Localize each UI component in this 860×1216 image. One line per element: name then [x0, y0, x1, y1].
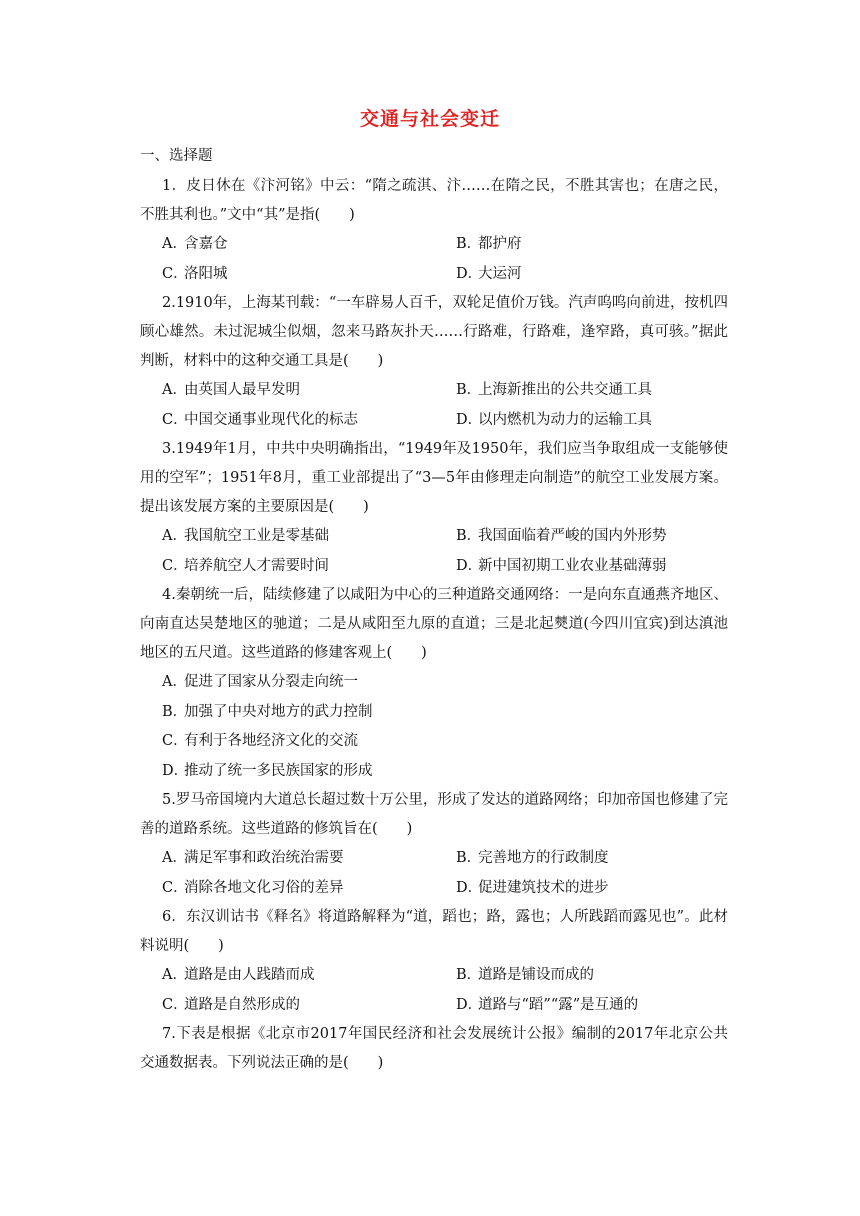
option-text: 由英国人最早发明 [184, 382, 300, 398]
answer-option [434, 376, 728, 406]
question-stem: 3.1949年1月，中共中央明确指出，“1949年及1950年，我们应当争取组成一支能够使用的空军”；1951年8月，重工业部提出了“3—5年由修理走向制造”的航空工业发展方案。提出该发展方案的主要原因是( ) [140, 441, 728, 515]
option-text: 推动了统一多民族国家的形成 [184, 762, 373, 779]
option-letter: B． [456, 382, 482, 398]
option-text: 大运河 [478, 265, 522, 282]
option-text: 完善地方的行政制度 [478, 850, 609, 866]
question-stem: 6．东汉训诂书《释名》将道路解释为“道，蹈也；路，露也；人所践蹈而露见也”。此材料说明( ) [140, 909, 728, 954]
question-4 [140, 581, 728, 786]
option-text: 以内燃机为动力的运输工具 [478, 411, 652, 428]
question-stem: 4.秦朝统一后，陆续修建了以咸阳为中心的三种道路交通网络：一是向东直通燕齐地区、向南直达吴楚地区的驰道；二是从咸阳至九原的直道；三是北起僰道(今四川宜宾)到达滇池地区的五尺道。这些道路的修建客观上( ) [140, 587, 728, 661]
question-6 [140, 903, 728, 1020]
page-title: 交通与社会变迁 [359, 108, 500, 130]
answer-option [140, 991, 434, 1021]
option-letter: B． [456, 528, 482, 544]
option-text: 道路是铺设而成的 [478, 967, 594, 983]
option-text: 促进建筑技术的进步 [478, 879, 609, 896]
answer-option [140, 727, 728, 757]
option-list [140, 961, 728, 1020]
option-letter: D． [456, 265, 483, 282]
question-list [140, 172, 728, 1078]
option-letter: D． [456, 411, 483, 428]
option-letter: B． [456, 236, 482, 252]
option-text: 消除各地文化习俗的差异 [184, 879, 344, 896]
option-text: 道路是自然形成的 [184, 996, 300, 1013]
option-letter: A． [162, 967, 187, 983]
option-letter: D． [456, 996, 483, 1013]
answer-option [140, 874, 434, 904]
option-letter: D． [456, 557, 483, 574]
option-letter: A． [162, 850, 187, 866]
option-letter: A． [162, 236, 187, 252]
option-text: 培养航空人才需要时间 [184, 557, 329, 574]
option-letter: B． [162, 703, 188, 720]
option-text: 中国交通事业现代化的标志 [184, 411, 358, 428]
answer-option [434, 961, 728, 991]
option-list [140, 522, 728, 581]
option-text: 道路与“蹈”“露”是互通的 [478, 996, 639, 1013]
option-list [140, 376, 728, 435]
option-text: 含嘉仓 [184, 236, 228, 252]
answer-option [140, 757, 728, 787]
option-text: 道路是由人践踏而成 [184, 967, 315, 983]
answer-option [140, 961, 434, 991]
question-3 [140, 435, 728, 581]
option-letter: C． [162, 996, 188, 1013]
option-text: 洛阳城 [184, 265, 228, 282]
question-1 [140, 172, 728, 289]
answer-option [140, 522, 434, 552]
option-letter: C． [162, 411, 188, 428]
question-stem: 7.下表是根据《北京市2017年国民经济和社会发展统计公报》编制的2017年北京公共交通数据表。下列说法正确的是( ) [140, 1026, 728, 1071]
answer-option [140, 406, 434, 436]
answer-option [140, 376, 434, 406]
answer-option [140, 552, 434, 582]
question-2 [140, 289, 728, 435]
answer-option [434, 991, 728, 1021]
answer-option [434, 230, 728, 260]
option-text: 有利于各地经济文化的交流 [184, 733, 358, 749]
option-letter: C． [162, 265, 188, 282]
question-stem: 5.罗马帝国境内大道总长超过数十万公里，形成了发达的道路网络；印加帝国也修建了完善的道路系统。这些道路的修筑旨在( ) [140, 792, 728, 837]
option-text: 促进了国家从分裂走向统一 [184, 674, 358, 690]
option-letter: B． [456, 967, 482, 983]
option-letter: D． [162, 762, 189, 779]
answer-option [140, 230, 434, 260]
answer-option [434, 844, 728, 874]
option-letter: D． [456, 879, 483, 896]
answer-option [434, 406, 728, 436]
option-text: 满足军事和政治统治需要 [184, 850, 344, 866]
question-stem: 1．皮日休在《汴河铭》中云：“隋之疏淇、汴……在隋之民，不胜其害也；在唐之民，不胜其利也。”文中“其”是指( ) [140, 178, 728, 223]
answer-option [140, 698, 728, 728]
option-text: 我国航空工业是零基础 [184, 528, 329, 544]
question-5 [140, 786, 728, 903]
option-letter: A． [162, 382, 187, 398]
option-letter: A． [162, 528, 187, 544]
answer-option [140, 844, 434, 874]
section-heading: 一、选择题 [140, 148, 213, 164]
option-letter: C． [162, 557, 188, 574]
option-text: 我国面临着严峻的国内外形势 [478, 528, 667, 544]
option-letter: C． [162, 879, 188, 896]
option-letter: A． [162, 674, 187, 690]
question-7 [140, 1020, 728, 1078]
option-list [140, 668, 728, 786]
answer-option [434, 260, 728, 290]
option-letter: B． [456, 850, 482, 866]
answer-option [434, 874, 728, 904]
answer-option [140, 260, 434, 290]
answer-option [434, 552, 728, 582]
answer-option [434, 522, 728, 552]
question-stem: 2.1910年，上海某刊载：“一车辟易人百千，双轮足值价万钱。汽声呜呜向前进，按机四顾心雄然。未过泥城尘似烟，忽来马路灰扑天……行路难，行路难，逢窄路，真可骇。”据此判断，材料中的这种交通工具是( ) [140, 295, 728, 369]
option-text: 新中国初期工业农业基础薄弱 [478, 557, 667, 574]
option-list [140, 230, 728, 289]
option-text: 都护府 [478, 236, 522, 252]
option-text: 上海新推出的公共交通工具 [478, 382, 652, 398]
option-text: 加强了中央对地方的武力控制 [184, 703, 373, 720]
option-list [140, 844, 728, 903]
option-letter: C． [162, 733, 188, 749]
answer-option [140, 668, 728, 698]
